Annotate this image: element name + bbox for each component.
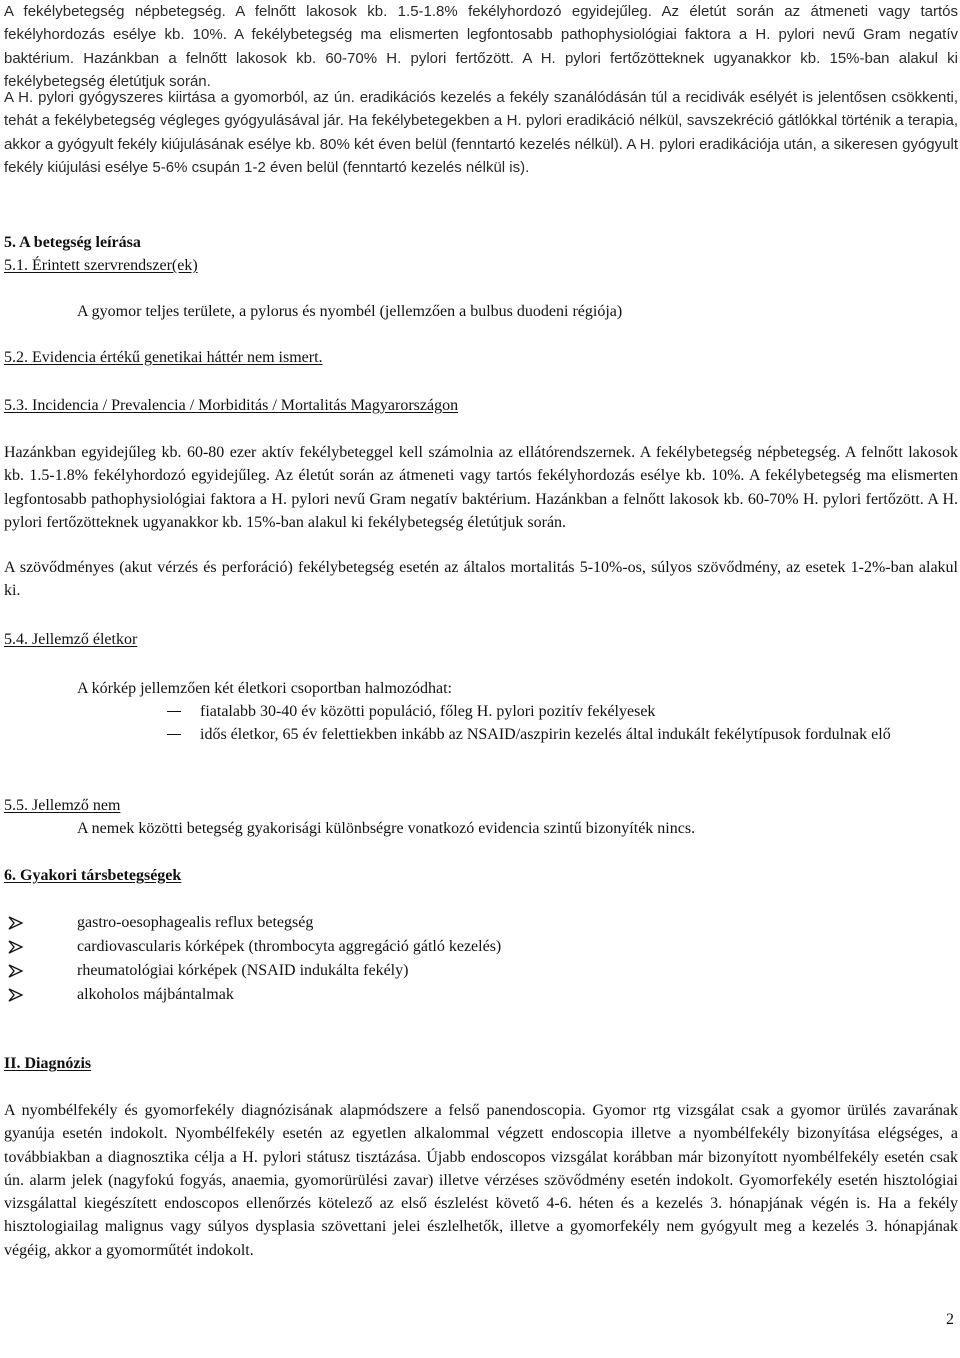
section-5-heading: 5. A betegség leírása [4,234,141,251]
section-5-1-text: A gyomor teljes területe, a pylorus és nyombél (jellemzően a bulbus duodeni régiója) [77,303,623,320]
list-item: gastro-oesophagealis reflux betegség [4,911,958,935]
dash-bullet-icon [167,711,181,712]
section-II-text: A nyombélfekély és gyomorfekély diagnózisának alapmódszere a felső panendoscopia. Gyomor rtg vizsgálat csak a gyomor ürülés zavarának gyanúja esetén indokolt. Nyombélfekély esetén az egyetlen alkalommal végzett endoscopia illetve a nyombélfekély bizonyítása elégséges, a továbbiakban a diagnosztika célja a H. pylori státusz tisztázása. Újabb endoscopos vizsgálat korábban már bizonyított nyombélfekély esetén csak ún. alarm jelek (nagyfokú fogyás, anaemia, gyomorürülési zavar) illetve vérzéses szövődmény esetén indokolt. Gyomorfekély esetén hisztológiai vizsgálattal kiegészített endoscopos ellenőrzés kötelező az első észlelést követő 4-6. héten és a kezelés 3. hónapjának végén is. Ha a fekély hisztologiailag malignus vagy súlyos dysplasia szövettani jelei észlelhetők, illetve a gyomorfekély nem gyógyult meg a kezelés 3. hónapjának végéig, akkor a gyomorműtét indokolt. [4,1102,958,1259]
list-item: fiatalabb 30-40 év közötti populáció, főleg H. pylori pozitív fekélyesek [4,700,958,723]
list-item: alkoholos májbántalmak [4,983,958,1007]
page-number: 2 [946,1311,954,1328]
arrow-bullet-icon [8,940,24,954]
section-5-4-intro: A kórkép jellemzően két életkori csoportban halmozódhat: [77,680,452,697]
list-item: idős életkor, 65 év felettiekben inkább az NSAID/aszpirin kezelés által indukált fekélytípusok fordulnak elő [4,723,958,746]
section-5-3-title: 5.3. Incidencia / Prevalencia / Morbiditás / Mortalitás Magyarországon [4,397,459,414]
section-II-heading: II. Diagnózis [4,1055,92,1072]
section-5-5-text: A nemek közötti betegség gyakorisági különbségre vonatkozó evidencia szintű bizonyíték nincs. [77,820,696,837]
list-item: cardiovascularis kórképek (thrombocyta aggregáció gátló kezelés) [4,935,958,959]
section-5-5-title: 5.5. Jellemző nem [4,797,121,814]
dash-bullet-icon [167,734,181,735]
comorbidity-list [4,911,958,1007]
section-5-3-text-2: A szövődményes (akut vérzés és perforáció) fekélybetegség esetén az általos mortalitás 5-10%-os, súlyos szövődmény, az esetek 1-2%-ban alakul ki. [4,559,958,600]
arrow-bullet-icon [8,964,24,978]
section-6-heading: 6. Gyakori társbetegségek [4,867,182,884]
intro-paragraph-2: A H. pylori gyógyszeres kiirtása a gyomorból, az ún. eradikációs kezelés a fekély szanálódásán túl a recidivák esélyét is jelentősen csökkenti, tehát a fekélybetegség végleges gyógyulásával jár. Ha fekélybetegekben a H. pylori eradikáció nélkül, savszekréció gátlókkal történik a terapia, akkor a gyógyult fekély kiújulásának esélye kb. 80% két éven belül (fenntartó kezelés nélkül). A H. pylori eradikációja után, a sikeresen gyógyult fekély kiújulási esélye 5-6% csupán 1-2 éven belül (fenntartó kezelés nélkül is). [4,89,958,176]
arrow-bullet-icon [8,916,24,930]
intro-paragraph-1: A fekélybetegség népbetegség. A felnőtt lakosok kb. 1.5-1.8% fekélyhordozó egyidejűleg. Az életút során az átmeneti vagy tartós fekélyhordozás esélye kb. 10%. A fekélybetegség ma elismerten legfontosabb pathophysiológiai faktora a H. pylori nevű Gram negatív baktérium. Hazánkban a felnőtt lakosok kb. 60-70% H. pylori fertőzött. A H. pylori fertőzötteknek ugyanakkor kb. 15%-ban alakul ki fekélybetegség életútjuk során. [4,3,958,90]
section-5-1-title: 5.1. Érintett szervrendszer(ek) [4,257,198,274]
arrow-bullet-icon [8,988,24,1002]
section-5-3-text: Hazánkban egyidejűleg kb. 60-80 ezer aktív fekélybeteggel kell számolnia az ellátórendszernek. A fekélybetegség népbetegség. A felnőtt lakosok kb. 1.5-1.8% fekélyhordozó egyidejűleg. Az életút során az átmeneti vagy tartós fekélyhordozás esélye kb. 10%. A fekélybetegség ma elismerten legfontosabb pathophysiológiai faktora a H. pylori nevű Gram negatív baktérium. Hazánkban a felnőtt lakosok kb. 60-70% H. pylori fertőzött. A H. pylori fertőzötteknek ugyanakkor kb. 15%-ban alakul ki fekélybetegség életútjuk során. [4,444,958,531]
list-item: rheumatológiai kórképek (NSAID indukálta fekély) [4,959,958,983]
age-group-list [4,700,958,747]
section-5-4-title: 5.4. Jellemző életkor [4,631,138,648]
section-5-2-title: 5.2. Evidencia értékű genetikai háttér nem ismert. [4,349,323,366]
